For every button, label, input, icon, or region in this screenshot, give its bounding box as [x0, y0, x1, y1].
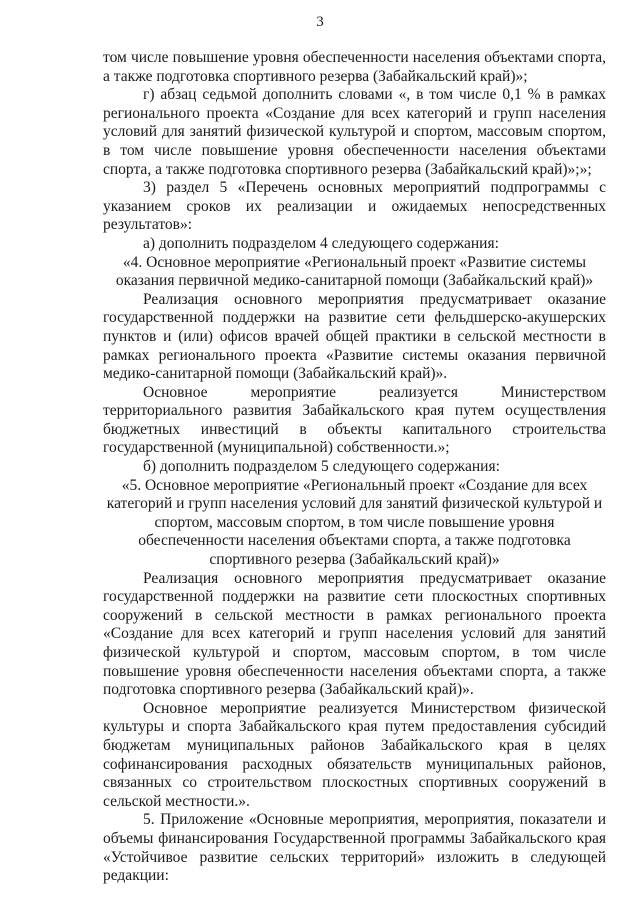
document-body: [103, 49, 606, 886]
paragraph-item-g: г) абзац седьмой дополнить словами «, в том числе 0,1 % в рамках регионального проекта «Создание для всех категорий и групп населения условий для занятий физической культурой и спортом, массовым спортом, в том числе повышение уровня обеспеченности населения объектами спорта, а также подготовка спортивного резерва (Забайкальский край)»;»;: [103, 86, 606, 178]
paragraph-continuation: том числе повышение уровня обеспеченности населения объектами спорта, а также подготовка спортивного резерва (Забайкальский край)»;: [103, 49, 606, 85]
page-number: 3: [316, 14, 324, 30]
section-heading-4: «4. Основное мероприятие «Региональный проект «Развитие системы оказания первичной медико-санитарной помощи (Забайкальский край)»: [115, 253, 594, 290]
section-heading-5: «5. Основное мероприятие «Региональный проект «Создание для всех категорий и групп населения условий для занятий физической культурой и спортом, массовым спортом, в том числе повышение уровня обеспеченности населения объектами спорта, а также подготовка спортивного резерва (Забайкальский край)»: [106, 476, 603, 569]
paragraph-body: Основное мероприятие реализуется Министерством территориального развития Забайкальского края путем осуществления бюджетных инвестиций в объекты капитального строительства государственной (муниципальной) собственности.»;: [103, 383, 606, 457]
paragraph-body: Реализация основного мероприятия предусматривает оказание государственной поддержки на развитие сети фельдшерско-акушерских пунктов и (или) офисов врачей общей практики в сельской местности в рамках регионального проекта «Развитие системы оказания первичной медико-санитарной помощи (Забайкальский край)».: [103, 290, 606, 383]
paragraph-item-3: 3) раздел 5 «Перечень основных мероприятий подпрограммы с указанием сроков их реализации и ожидаемых непосредственных результатов»:: [103, 179, 606, 234]
paragraph-item-a: а) дополнить подразделом 4 следующего содержания:: [143, 234, 499, 252]
paragraph-item-5: 5. Приложение «Основные мероприятия, мероприятия, показатели и объемы финансирования Государственной программы Забайкальского края «Устойчивое развитие сельских территорий» изложить в следующей редакции:: [103, 811, 606, 885]
paragraph-item-b: б) дополнить подразделом 5 следующего содержания:: [143, 458, 500, 476]
paragraph-body: Реализация основного мероприятия предусматривает оказание государственной поддержки на развитие сети плоскостных спортивных сооружений в сельской местности в рамках регионального проекта «Создание для всех категорий и групп населения условий для занятий физической культурой и спортом, массовым спортом, в том числе повышение уровня обеспеченности населения объектами спорта, а также подготовка спортивного резерва (Забайкальский край)».: [103, 569, 606, 699]
paragraph-body: Основное мероприятие реализуется Министерством физической культуры и спорта Забайкальского края путем предоставления субсидий бюджетам муниципальных районов Забайкальского края в целях софинансирования расходных обязательств муниципальных районов, связанных со строительством плоскостных спортивных сооружений в сельской местности.».: [103, 699, 606, 810]
